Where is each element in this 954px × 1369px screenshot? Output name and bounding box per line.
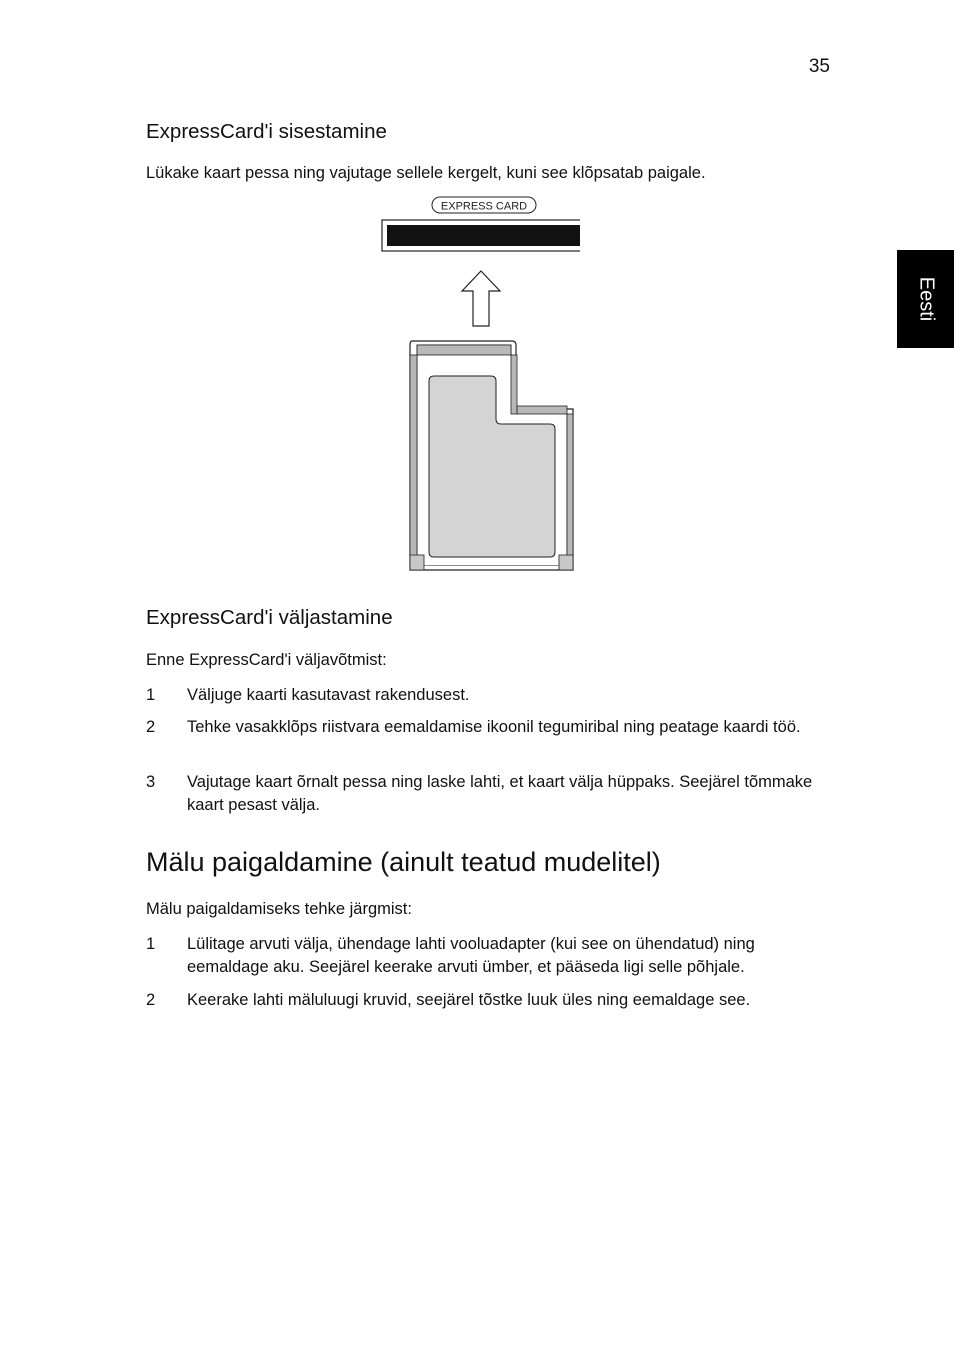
expresscard-diagram (380, 193, 580, 573)
step-number: 1 (146, 686, 156, 704)
step-text: Keerake lahti mäluluugi kruvid, seejärel tõstke luuk üles ning eemaldage see. (187, 991, 751, 1009)
eject-heading: ExpressCard'i väljastamine (146, 606, 393, 629)
memory-intro: Mälu paigaldamiseks tehke järgmist: (146, 900, 412, 918)
step-text: Väljuge kaarti kasutavast rakendusest. (187, 686, 470, 704)
language-tab-label: Eesti (915, 276, 937, 322)
insert-heading: ExpressCard'i sisestamine (146, 120, 387, 143)
step-text: Lülitage arvuti välja, ühendage lahti vooluadapter (kui see on ühendatud) ning eemaldage aku. Seejärel keerake arvuti ümber, et pääseda ligi selle põhjale. (187, 935, 755, 976)
card-slot-opening (387, 225, 580, 246)
step-number: 1 (146, 935, 156, 953)
page-number: 35 (808, 56, 830, 77)
eject-intro: Enne ExpressCard'i väljavõtmist: (146, 651, 387, 669)
express-card-label: EXPRESS CARD (440, 200, 528, 213)
expresscard-insert-figure (380, 193, 580, 573)
step-text: Vajutage kaart õrnalt pessa ning laske lahti, et kaart välja hüppaks. Seejärel tõmmake kaart pesast välja. (187, 773, 813, 814)
step-number: 2 (146, 718, 156, 736)
memory-heading: Mälu paigaldamine (ainult teatud mudelitel) (146, 847, 661, 877)
language-tab (897, 250, 954, 348)
step-number: 3 (146, 773, 156, 791)
express-card-label-area (429, 376, 555, 557)
insert-body: Lükake kaart pessa ning vajutage sellele kergelt, kuni see klõpsatab paigale. (146, 164, 706, 182)
up-arrow-icon (462, 271, 500, 326)
step-number: 2 (146, 991, 156, 1009)
step-text: Tehke vasakklõps riistvara eemaldamise ikoonil tegumiribal ning peatage kaardi töö. (187, 718, 801, 736)
